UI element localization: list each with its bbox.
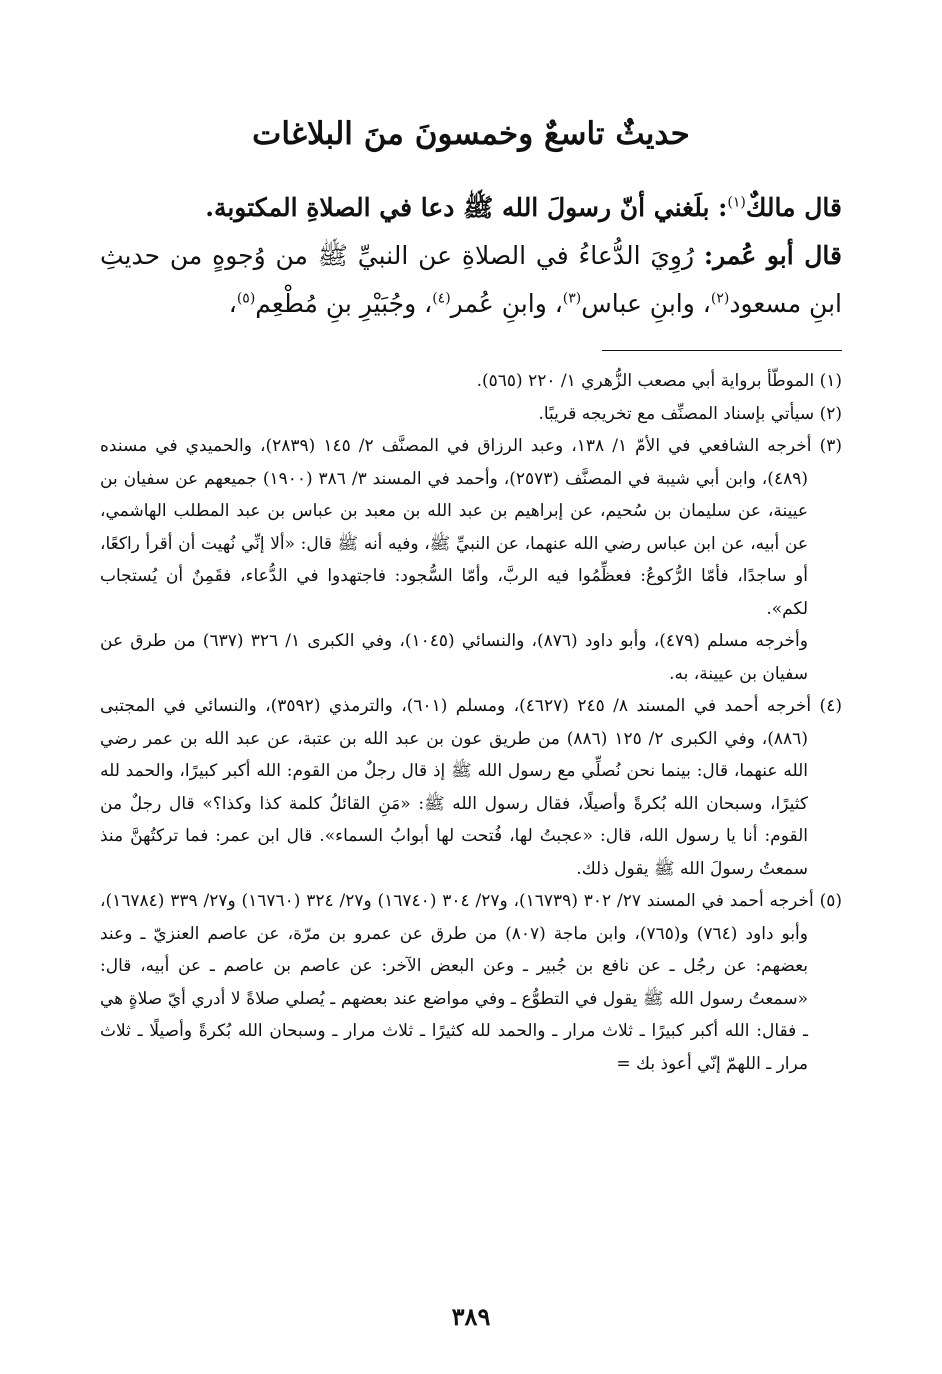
main-paragraph-2 — [100, 232, 842, 328]
page-body — [100, 112, 842, 1080]
footnote-2: (٢) سيأتي بإسناد المصنِّف مع تخريجه قريبًا. — [538, 403, 842, 424]
commentary-text-c: ، وابنِ عُمر — [450, 289, 563, 318]
main-text — [100, 184, 842, 328]
footnote-5: (٥) أخرجه أحمد في المسند ٢٧/ ٣٠٢ (١٦٧٣٩)، و٢٧/ ٣٠٤ (١٦٧٤٠) و٢٧/ ٣٢٤ (١٦٧٦٠) و٢٧/ ٣٣٩ (١٦٧٨٤)، وأبو داود (٧٦٤) و(٧٦٥)، وابن ماجة (٨٠٧) من طرق عن عمرو بن مرّة، عن عاصم العنزيّ ـ وعند بعضهم: عن رجُل ـ عن نافع بن جُبير ـ وعن البعض الآخر: عن عاصم بن عاصم ـ عن أبيه، قال: «سمعتُ رسول الله ﷺ يقول في التطوُّع ـ وفي مواضع عند بعضهم ـ يُصلي صلاةً لا أدري أيّ صلاةٍ هي ـ فقال: الله أكبر كبيرًا ـ ثلاث مرار ـ والحمد لله كثيرًا ـ ثلاث مرار ـ وسبحان الله بُكرةً وأصيلًا ـ ثلاث مرار ـ اللهمّ إنّي أعوذ بك = — [100, 891, 842, 1074]
footnote-1: (١) الموطّأ برواية أبي مصعب الزُّهري ١/ ٢٢٠ (٥٦٥). — [476, 371, 842, 391]
speaker-malik: قال مالكٌ — [745, 193, 842, 222]
footnote-separator — [602, 350, 842, 351]
footnote-ref-5[interactable]: (٥) — [236, 290, 256, 307]
footnote-ref-3[interactable]: (٣) — [562, 290, 582, 307]
chapter-title: حديثٌ تاسعٌ وخمسونَ منَ البلاغات — [252, 116, 690, 152]
commentary-text-b: ، وابنِ عباس — [581, 289, 711, 318]
footnote-4: (٤) أخرجه أحمد في المسند ٨/ ٢٤٥ (٤٦٢٧)، ومسلم (٦٠١)، والترمذي (٣٥٩٢)، والنسائي في المجتبى (٨٨٦)، وفي الكبرى ٢/ ١٢٥ (٨٨٦) من طريق عون بن عبد الله بن عتبة، عن عبد الله بن عمر رضي الله عنهما، قال: بينما نحن نُصلِّي مع رسول الله ﷺ إذ قال رجلٌ من القوم: الله أكبر كبيرًا، والحمد لله كثيرًا، وسبحان الله بُكرةً وأصيلًا، فقال رسول الله ﷺ: «مَنِ القائلُ كلمة كذا وكذا؟» قال رجلٌ من القوم: أنا يا رسول الله، قال: «عجبتُ لها، فُتحت لها أبوابُ السماء». قال ابن عمر: فما تركتُهنَّ منذ سمعتُ رسولَ الله ﷺ يقول ذلك. — [100, 696, 842, 879]
commentary-text-a: رُوِيَ الدُّعاءُ في الصلاةِ عن النبيِّ ﷺ من وُجوهٍ من حديثِ ابنِ مسعود — [100, 241, 842, 318]
main-paragraph-1 — [100, 184, 842, 232]
speaker-abu-umar: قال أبو عُمر: — [703, 241, 842, 270]
hadith-text: : بلَغني أنّ رسولَ الله ﷺ دعا في الصلاةِ المكتوبة. — [205, 193, 728, 222]
commentary-text-e: ، — [228, 289, 237, 318]
footnote-ref-2[interactable]: (٢) — [710, 290, 730, 307]
footnotes — [100, 365, 842, 1080]
footnote-3: (٣) أخرجه الشافعي في الأمّ ١/ ١٣٨، وعبد الرزاق في المصنَّف ٢/ ١٤٥ (٢٨٣٩)، والحميدي في مسنده (٤٨٩)، وابن أبي شيبة في المصنَّف (٢٥٧٣)، وأحمد في المسند ٣/ ٣٨٦ (١٩٠٠) جميعهم عن سفيان بن عيينة، عن سليمان بن سُحيم، عن إبراهيم بن عبد الله بن معبد بن عباس بن عبد المطلب الهاشمي، عن أبيه، عن ابن عباس رضي الله عنهما، عن النبيِّ ﷺ، وفيه أنه ﷺ قال: «ألا إنِّي نُهيت أن أقرأ راكعًا، أو ساجدًا، فأمّا الرُّكوعُ: فعظِّمُوا فيه الربَّ، وأمّا السُّجود: فاجتهدوا في الدُّعاء، فقَمِنٌ أن يُستجاب لكم». — [100, 436, 842, 619]
footnote-ref-1[interactable]: (١) — [727, 194, 746, 211]
footnote-3-continuation: وأخرجه مسلم (٤٧٩)، وأبو داود (٨٧٦)، والنسائي (١٠٤٥)، وفي الكبرى ١/ ٣٢٦ (٦٣٧) من طرق عن سفيان بن عيينة، به. — [100, 631, 808, 684]
footnote-ref-4[interactable]: (٤) — [432, 290, 451, 307]
commentary-text-d: ، وجُبَيْرِ بنِ مُطْعِم — [255, 289, 433, 318]
page-number: ٣٨٩ — [451, 1302, 491, 1331]
